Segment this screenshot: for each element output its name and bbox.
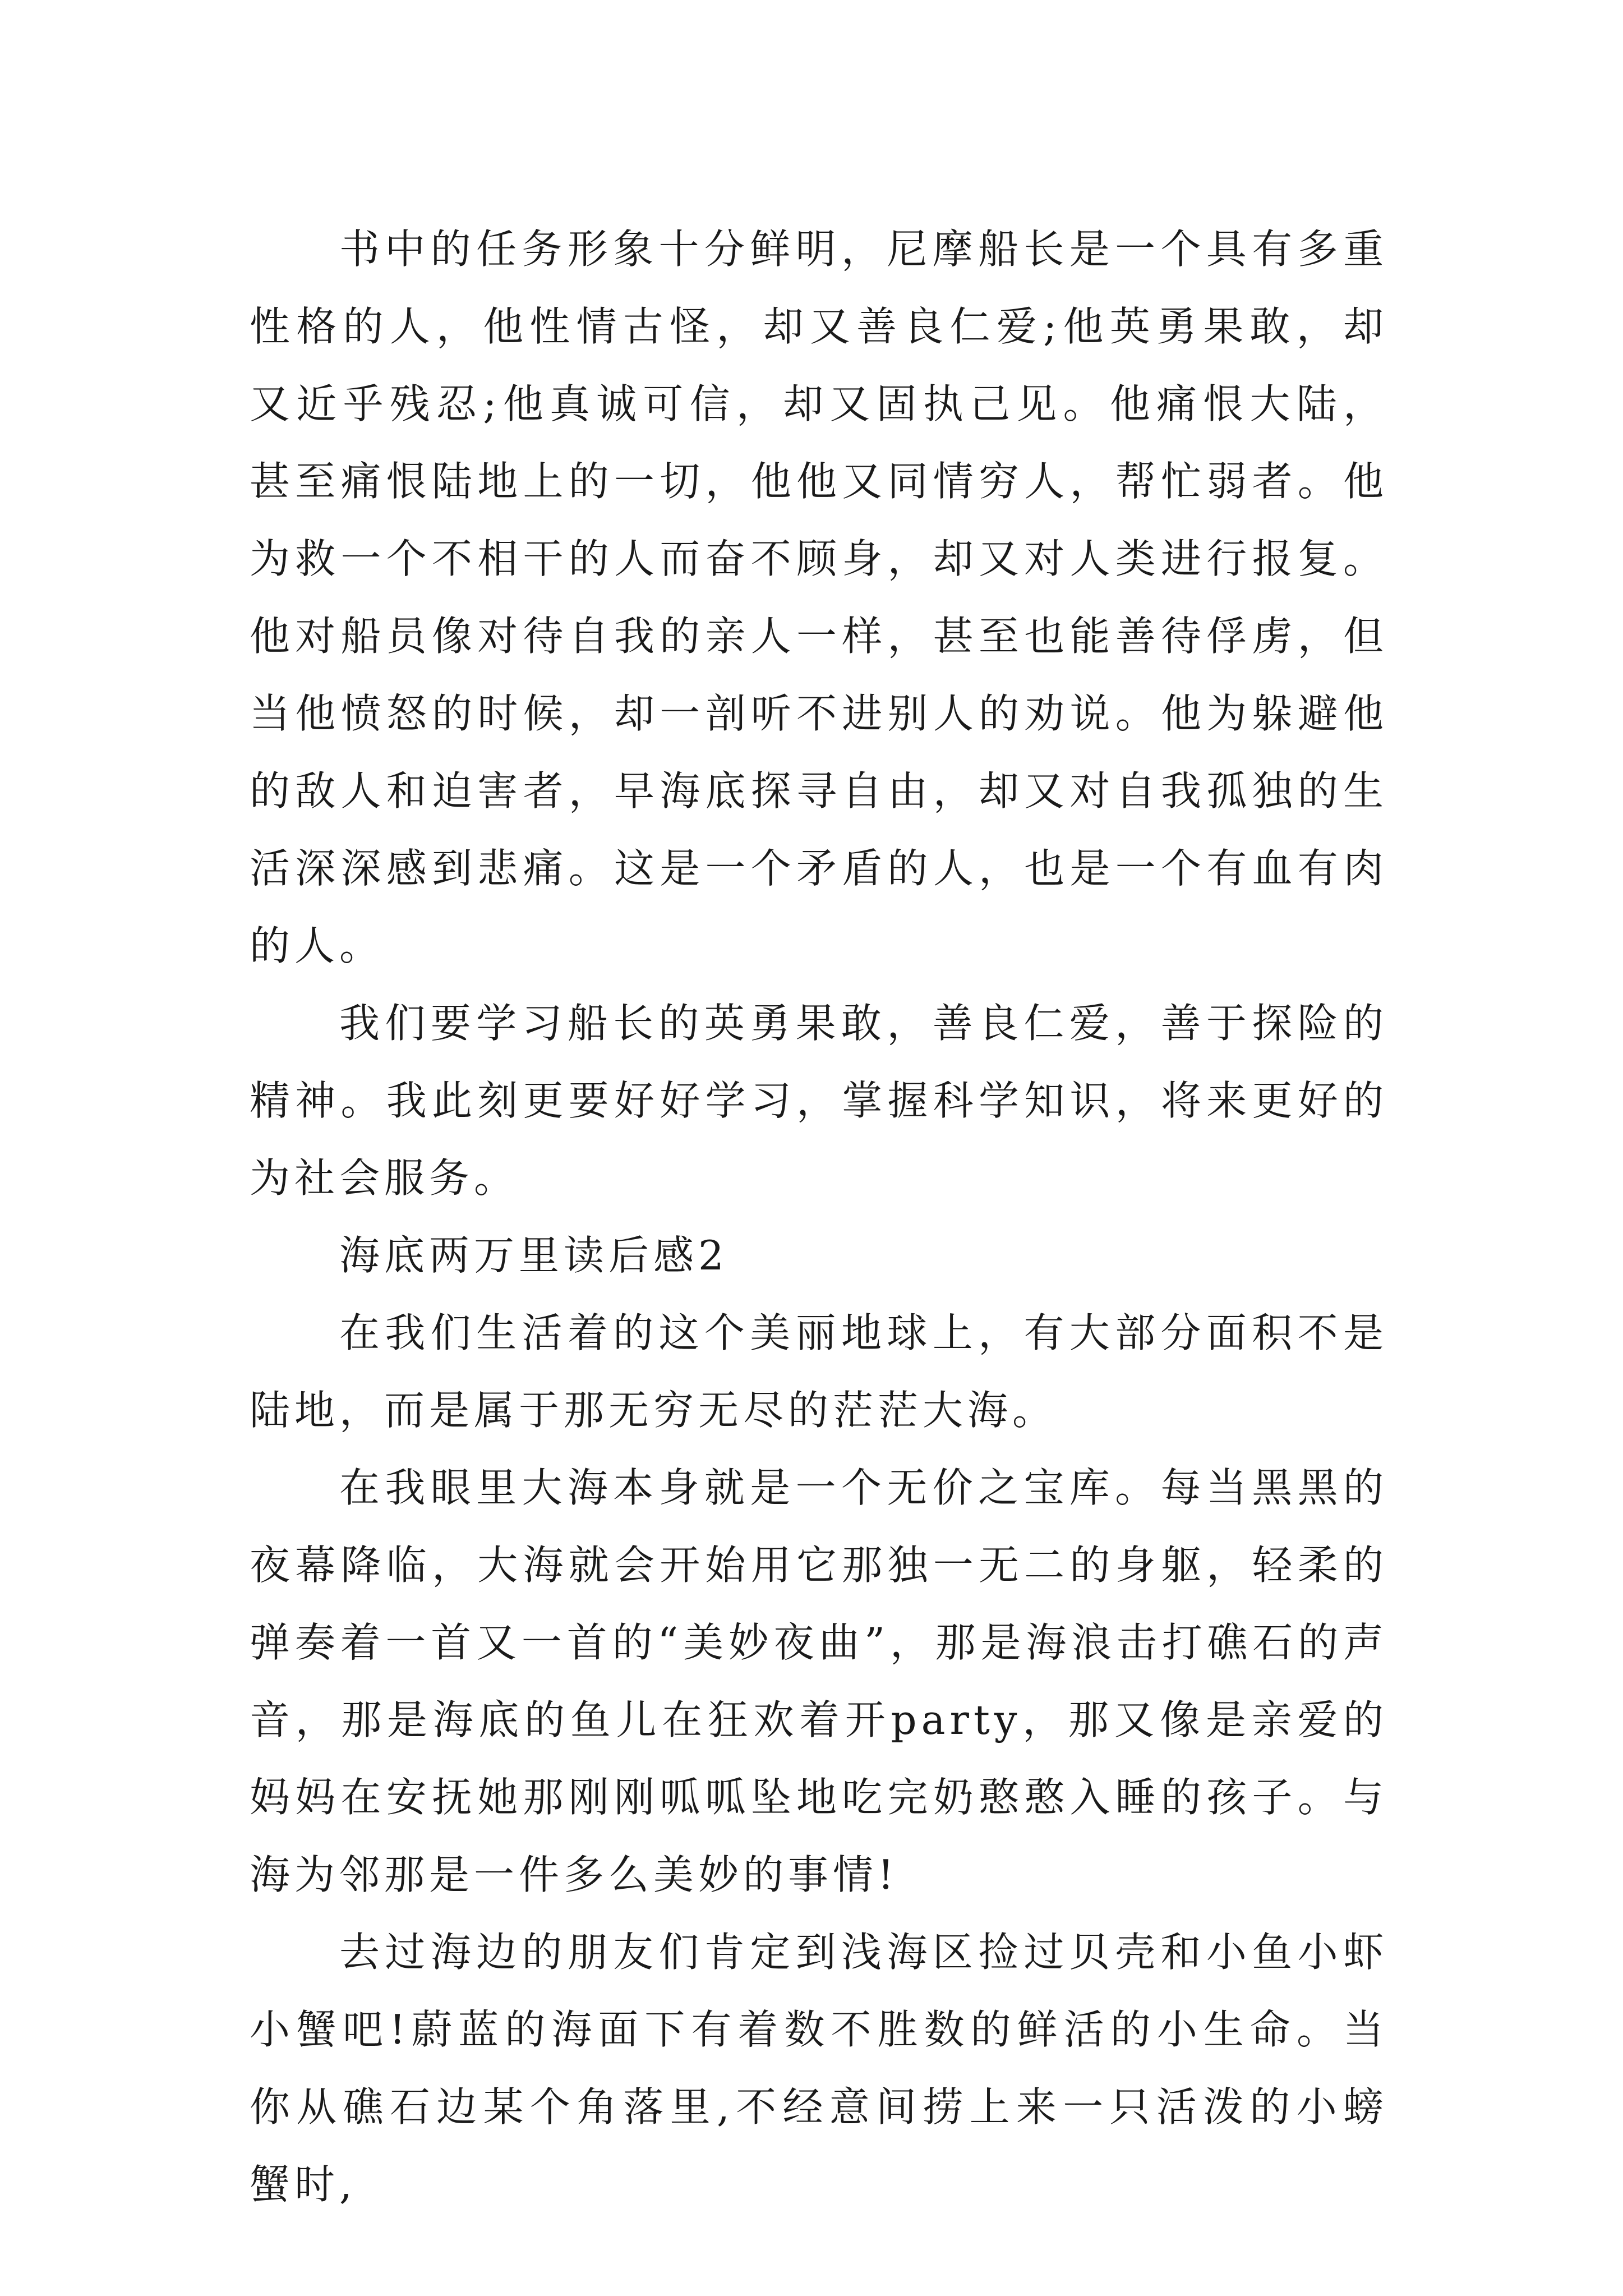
- paragraph-ocean-treasure: 在我眼里大海本身就是一个无价之宝库。每当黑黑的夜幕降临，大海就会开始用它那独一无二的身躯，轻柔的弹奏着一首又一首的“美妙夜曲”，那是海浪击打礁石的声音，那是海底的鱼儿在狂欢着开party，那又像是亲爱的妈妈在安抚她那刚刚呱呱坠地吃完奶憨憨入睡的孩子。与海为邻那是一件多么美妙的事情!: [250, 1464, 1388, 1898]
- paragraph-ocean-area: 在我们生活着的这个美丽地球上，有大部分面积不是陆地，而是属于那无穷无尽的茫茫大海。: [250, 1309, 1388, 1434]
- section-heading: 海底两万里读后感2: [339, 1232, 728, 1279]
- paragraph-captain-nemo: 书中的任务形象十分鲜明，尼摩船长是一个具有多重性格的人，他性情古怪，却又善良仁爱;他英勇果敢，却又近乎残忍;他真诚可信，却又固执己见。他痛恨大陆，甚至痛恨陆地上的一切，他他又同情穷人，帮忙弱者。他为救一个不相干的人而奋不顾身，却又对人类进行报复。他对船员像对待自我的亲人一样，甚至也能善待俘虏，但当他愤怒的时候，却一剖听不进别人的劝说。他为躲避他的敌人和迫害者，早海底探寻自由，却又对自我孤独的生活深深感到悲痛。这是一个矛盾的人，也是一个有血有肉的人。: [250, 226, 1388, 969]
- paragraph-learn-from-captain: 我们要学习船长的英勇果敢，善良仁爱，善于探险的精神。我此刻更要好好学习，掌握科学知识，将来更好的为社会服务。: [250, 1000, 1388, 1202]
- paragraph-seaside-friends: 去过海边的朋友们肯定到浅海区捡过贝壳和小鱼小虾小蟹吧!蔚蓝的海面下有着数不胜数的鲜活的小生命。当你从礁石边某个角落里,不经意间捞上来一只活泼的小螃蟹时,: [250, 1929, 1388, 2208]
- document-body: [250, 210, 1388, 2223]
